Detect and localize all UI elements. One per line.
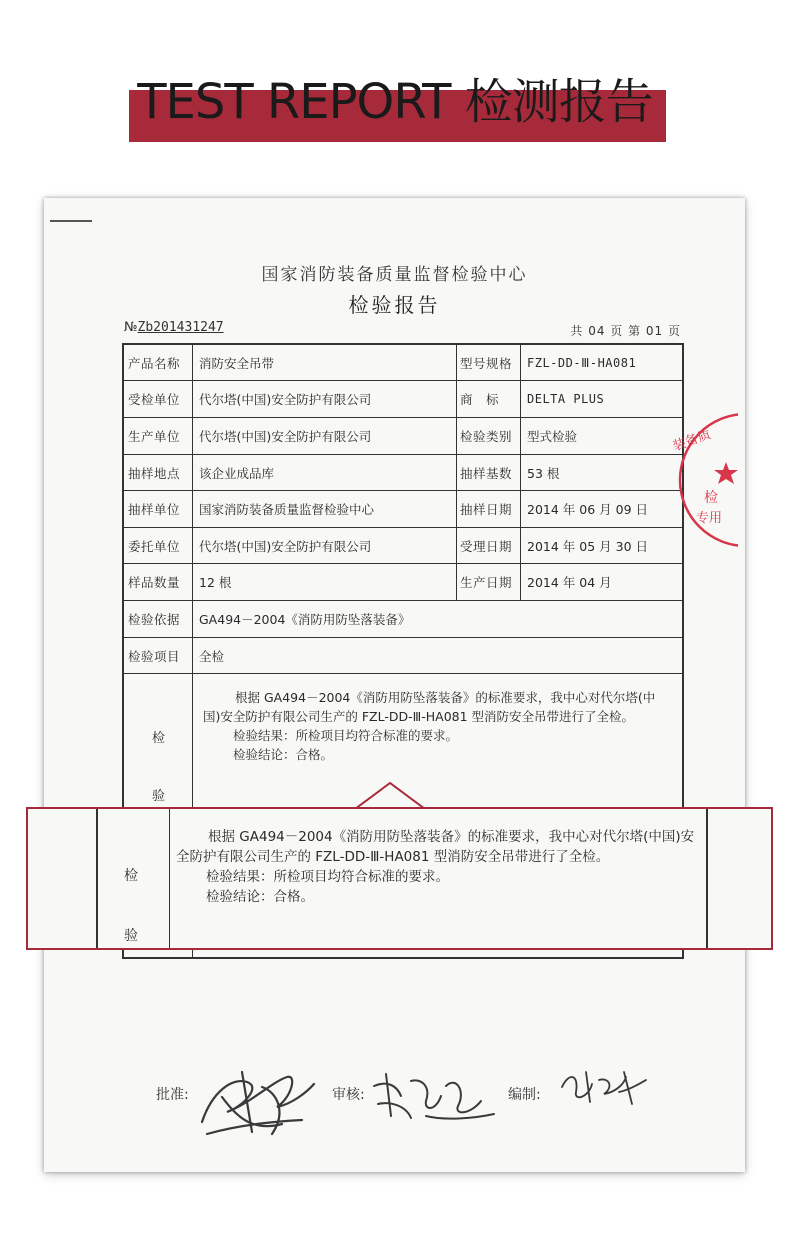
row-label-2: 受理日期 [457,528,521,563]
review-label: 审核: [332,1087,365,1103]
items-label: 检验项目 [124,638,193,673]
row-value: 代尔塔(中国)安全防护有限公司 [193,381,457,417]
stamp-text-3: 专用 [696,511,723,526]
compiler-signature [554,1062,654,1112]
number-prefix: № [124,320,138,335]
zoom-table-section [96,809,708,948]
row-value-2: DELTA PLUS [527,392,605,406]
row-value-2: 2014 年 05 月 30 日 [527,538,648,554]
table-row [124,418,682,455]
conclusion-paragraph: 根据 GA494－2004《消防用防坠落装备》的标准要求，我中心对代尔塔(中国)安全防护有限公司生产的 FZL-DD-Ⅲ-HA081 型消防安全吊带进行了全检。 [203,690,656,724]
corner-mark [50,220,92,222]
zoom-paragraph: 根据 GA494－2004《消防用防坠落装备》的标准要求，我中心对代尔塔(中国)安全防护有限公司生产的 FZL-DD-Ⅲ-HA081 型消防安全吊带进行了全检。 [176,829,695,865]
report-title: 检验报告 [348,293,441,317]
row-value: 该企业成品库 [193,455,457,490]
row-label-2: 商 标 [457,381,521,417]
table-row-items [124,638,682,674]
row-value-2: 2014 年 06 月 09 日 [527,502,648,517]
table-row [124,381,682,418]
basis-label: 检验依据 [124,601,193,637]
row-value-2: FZL-DD-Ⅲ-HA081 [527,355,637,370]
items-value: 全检 [199,648,225,664]
official-stamp [668,410,738,550]
compile-label: 编制: [508,1087,541,1103]
row-label-2: 抽样基数 [457,455,521,490]
approver-signature [192,1062,322,1142]
number-value: Zb201431247 [137,320,224,335]
table-row [124,491,682,528]
table-row [124,345,682,381]
table-row [124,564,682,601]
zoom-conclusion-label [98,809,170,948]
row-label: 抽样单位 [124,491,193,527]
zoom-label-1: 检 [124,868,138,884]
row-label: 产品名称 [124,345,193,380]
page-title: TEST REPORT 检测报告 [137,74,653,130]
row-value: 消防安全吊带 [193,345,457,380]
conclusion-verdict: 检验结论：合格。 [233,747,334,762]
conclusion-label-1: 检 [151,731,165,746]
page-count: 共 04 页 第 01 页 [570,324,681,338]
row-value: 12 根 [193,564,457,600]
zoom-callout [26,807,773,950]
table-row-basis [124,601,682,638]
conclusion-result: 检验结果：所检项目均符合标准的要求。 [233,728,459,743]
stamp-star-icon [714,462,738,484]
row-value-2: 53 根 [527,465,560,481]
row-value: 国家消防装备质量监督检验中心 [193,491,457,527]
zoom-verdict: 检验结论：合格。 [206,889,314,905]
table-row [124,455,682,491]
row-label: 委托单位 [124,528,193,563]
report-number [124,320,224,335]
row-label: 样品数量 [124,564,193,600]
conclusion-label-2: 验 [151,789,165,804]
row-value-2: 型式检验 [527,429,578,444]
zoom-result: 检验结果：所检项目均符合标准的要求。 [206,869,449,885]
row-label: 生产单位 [124,418,193,454]
stamp-text-1: 装备质 [671,427,713,455]
basis-value: GA494－2004《消防用防坠落装备》 [199,612,411,627]
zoom-conclusion-text [176,827,696,907]
issuing-organization: 国家消防装备质量监督检验中心 [261,265,528,285]
row-label: 受检单位 [124,381,193,417]
row-label: 抽样地点 [124,455,193,490]
row-label-2: 检验类别 [457,418,521,454]
stamp-text-2: 检 [704,490,718,506]
table-row [124,528,682,564]
row-value: 代尔塔(中国)安全防护有限公司 [193,528,457,563]
approve-label: 批准: [156,1087,189,1103]
row-label-2: 型号规格 [457,345,521,380]
reviewer-signature [366,1066,496,1126]
row-label-2: 生产日期 [457,564,521,600]
report-document [44,198,745,1172]
row-value-2: 2014 年 04 月 [527,575,612,590]
row-value: 代尔塔(中国)安全防护有限公司 [193,418,457,454]
row-label-2: 抽样日期 [457,491,521,527]
zoom-label-2: 验 [124,928,138,944]
